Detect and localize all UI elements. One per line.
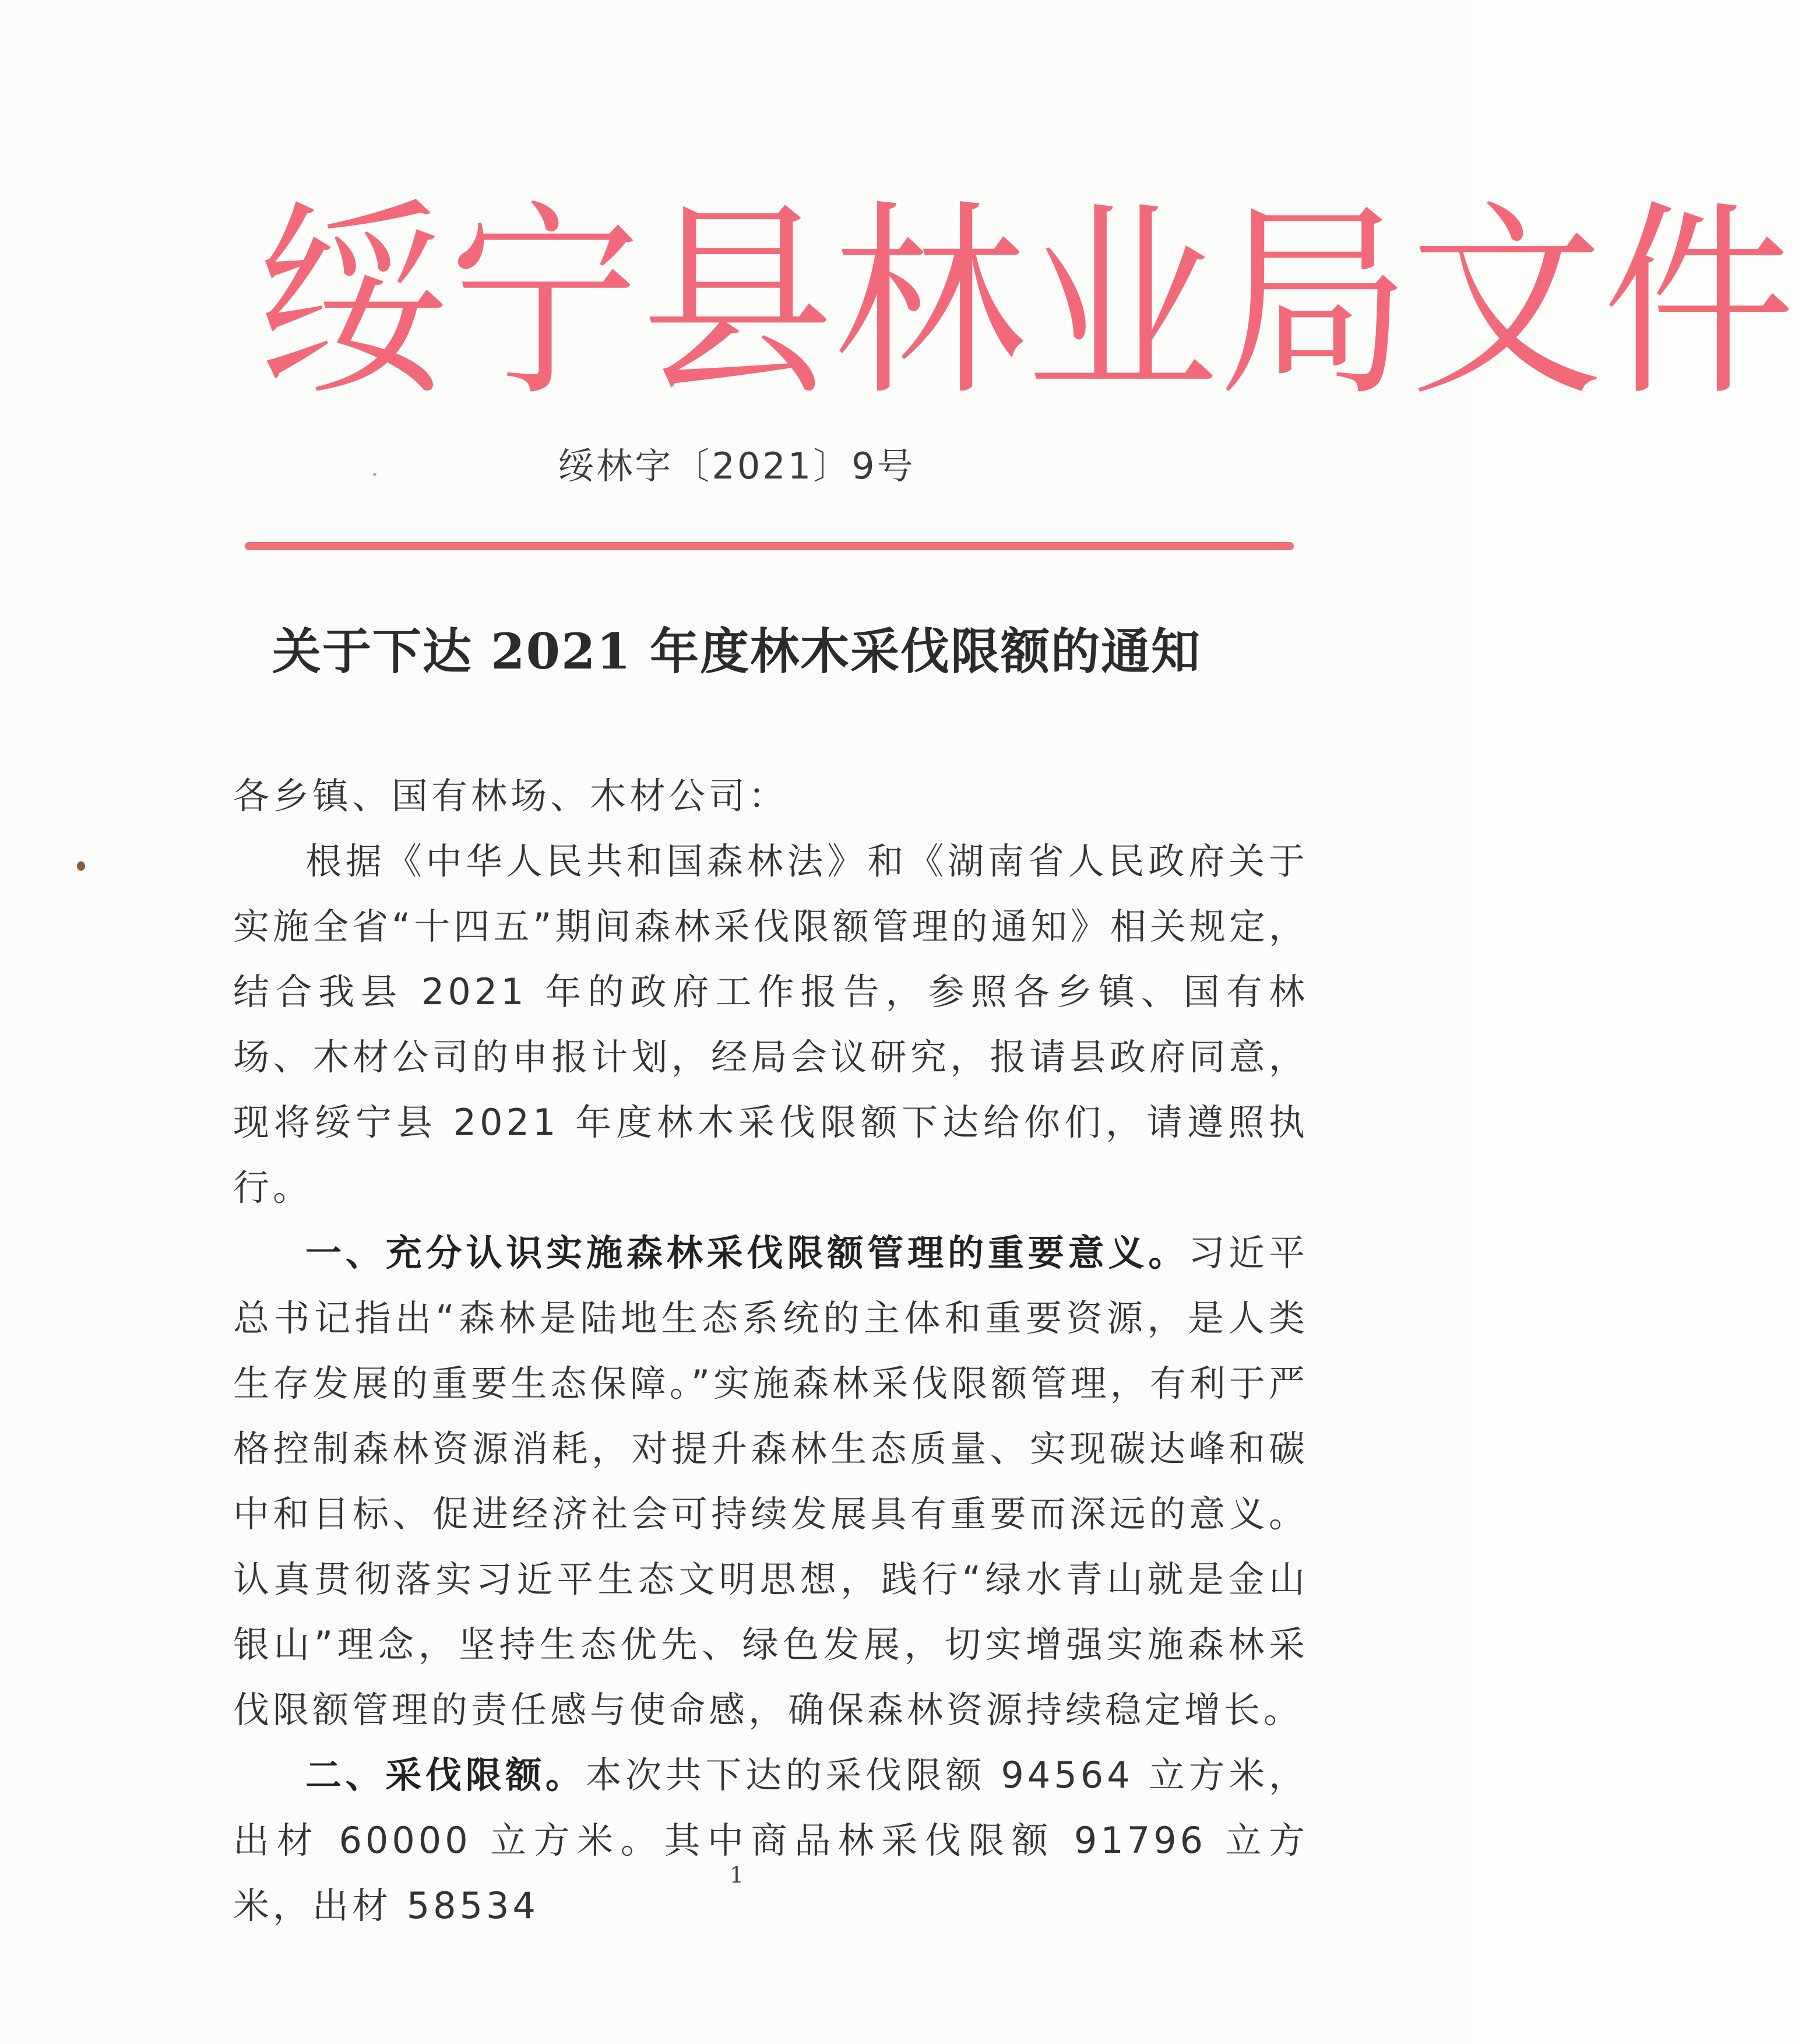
paragraph [233,1743,1308,1939]
masthead-char: 局 [1218,182,1410,424]
paragraph-text: 根据《中华人民共和国森林法》和《湖南省人民政府关于实施全省“十四五”期间森林采伐限额管理的通知》相关规定，结合我县 2021 年的政府工作报告，参照各乡镇、国有林场、木材公司的申报计划，经局会议研究，报请县政府同意，现将绥宁县 2021 年度林木采伐限额下达给你们，请遵照执行。 [233,840,1308,1209]
document-number: 绥林字〔2021〕9号 [558,445,916,487]
masthead-char: 文 [1410,182,1603,424]
paragraph [233,1220,1308,1743]
paragraph-text: 本次共下达的采伐限额 94564 立方米，出材 60000 立方米。其中商品林采伐限额 91796 立方米，出材 58534 [233,1754,1308,1927]
masthead-title [256,182,1795,424]
masthead-char: 件 [1603,182,1795,424]
salutation: 各乡镇、国有林场、木材公司： [233,775,789,817]
document-title: 关于下达 2021 年度林木采伐限额的通知 [272,622,1202,680]
document-body [233,764,1308,1939]
paragraph-lead: 一、充分认识实施森林采伐限额管理的重要意义。 [305,1232,1189,1274]
page-number: 1 [729,1862,744,1888]
masthead-char: 宁 [449,182,641,424]
masthead-char: 绥 [256,182,449,424]
masthead-char: 林 [833,182,1026,424]
paragraph-lead: 二、采伐限额。 [305,1754,586,1796]
scan-speck [373,473,376,476]
scan-speck [77,861,85,871]
red-separator-line [245,542,1294,550]
masthead-char: 县 [641,182,833,424]
paragraph [233,829,1308,1220]
paragraph-text: 习近平总书记指出“森林是陆地生态系统的主体和重要资源，是人类生存发展的重要生态保障。”实施森林采伐限额管理，有利于严格控制森林资源消耗，对提升森林生态质量、实现碳达峰和碳中和目标、促进经济社会可持续发展具有重要而深远的意义。认真贯彻落实习近平生态文明思想，践行“绿水青山就是金山银山”理念，坚持生态优先、绿色发展，切实增强实施森林采伐限额管理的责任感与使命感，确保森林资源持续稳定增长。 [233,1232,1308,1731]
masthead-char: 业 [1026,182,1218,424]
